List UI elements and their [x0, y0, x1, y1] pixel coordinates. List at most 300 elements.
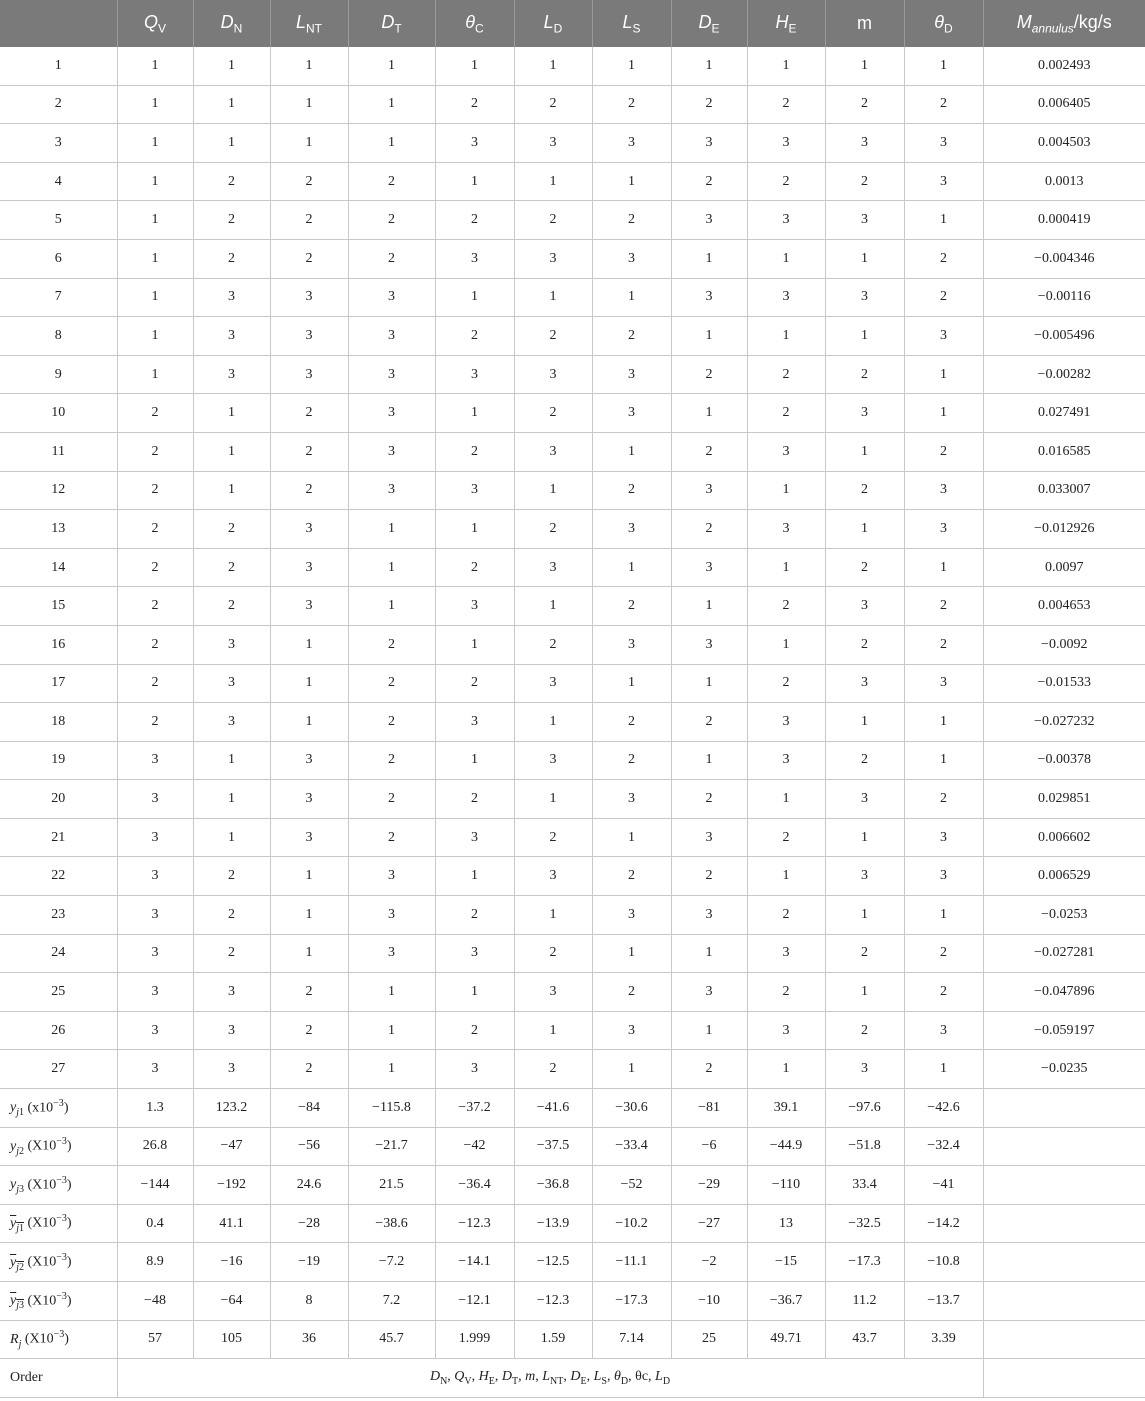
table-cell: 3: [747, 934, 825, 973]
table-cell: 0.027491: [983, 394, 1145, 433]
table-cell: 3: [592, 780, 671, 819]
table-cell: 1: [904, 703, 983, 742]
table-cell: 3: [671, 278, 747, 317]
row-number: 9: [0, 355, 117, 394]
stat-value: −192: [193, 1166, 270, 1205]
table-cell: 1: [671, 239, 747, 278]
table-cell: 3: [435, 124, 514, 163]
table-cell: 3: [671, 973, 747, 1012]
table-cell: 3: [193, 664, 270, 703]
table-cell: 2: [747, 162, 825, 201]
header-theta-d: $\theta_D$: [904, 0, 983, 47]
table-cell: 3: [904, 664, 983, 703]
stat-value: 123.2: [193, 1089, 270, 1128]
table-cell: 2: [825, 934, 904, 973]
table-cell: −0.027281: [983, 934, 1145, 973]
table-cell: 1: [904, 741, 983, 780]
table-cell: 3: [825, 201, 904, 240]
table-row: [0, 1050, 1145, 1089]
table-cell: 3: [348, 278, 435, 317]
table-cell: 1: [825, 317, 904, 356]
table-cell: 2: [671, 162, 747, 201]
stat-value: 25: [671, 1320, 747, 1359]
table-cell: 1: [747, 625, 825, 664]
table-cell: 0.006529: [983, 857, 1145, 896]
stat-value: −12.3: [514, 1282, 592, 1321]
table-row: [0, 625, 1145, 664]
table-cell: 3: [348, 394, 435, 433]
stat-value: −42: [435, 1127, 514, 1166]
table-cell: 2: [592, 857, 671, 896]
table-cell: 3: [435, 703, 514, 742]
table-cell: 2: [435, 664, 514, 703]
stat-value: −17.3: [825, 1243, 904, 1282]
table-cell: 2: [270, 471, 348, 510]
table-cell: 3: [117, 1011, 193, 1050]
table-cell: 3: [514, 664, 592, 703]
table-cell: 2: [435, 432, 514, 471]
stat-value: −12.3: [435, 1204, 514, 1243]
table-cell: 1: [348, 510, 435, 549]
table-cell: 3: [435, 239, 514, 278]
table-cell: 1: [270, 857, 348, 896]
stat-value: −81: [671, 1089, 747, 1128]
table-cell: 1: [747, 471, 825, 510]
header-blank: [0, 0, 117, 47]
table-cell: 2: [348, 625, 435, 664]
table-row: [0, 85, 1145, 124]
table-cell: 1: [747, 317, 825, 356]
table-cell: 2: [671, 432, 747, 471]
table-cell: 3: [270, 355, 348, 394]
header-theta-c: $\theta_C$: [435, 0, 514, 47]
empty-cell: [983, 1320, 1145, 1359]
table-cell: 0.006602: [983, 818, 1145, 857]
table-cell: 3: [514, 432, 592, 471]
table-cell: 0.002493: [983, 47, 1145, 85]
table-cell: 1: [514, 47, 592, 85]
stat-label: $y_{j2}$ $(X10^{-3})$: [0, 1243, 117, 1282]
table-cell: 2: [193, 587, 270, 626]
stat-value: −115.8: [348, 1089, 435, 1128]
table-cell: 3: [747, 201, 825, 240]
table-cell: 1: [117, 47, 193, 85]
table-cell: 2: [671, 85, 747, 124]
table-cell: 1: [514, 278, 592, 317]
stat-value: −6: [671, 1127, 747, 1166]
table-cell: 3: [270, 548, 348, 587]
row-number: 17: [0, 664, 117, 703]
table-cell: 2: [435, 896, 514, 935]
table-cell: 0.029851: [983, 780, 1145, 819]
table-cell: 2: [747, 85, 825, 124]
table-cell: 1: [193, 471, 270, 510]
table-row: [0, 780, 1145, 819]
table-cell: 1: [270, 124, 348, 163]
table-cell: 1: [514, 471, 592, 510]
table-cell: 2: [193, 934, 270, 973]
order-label: Order: [0, 1359, 117, 1398]
table-cell: 2: [435, 85, 514, 124]
table-cell: −0.01533: [983, 664, 1145, 703]
table-cell: 1: [435, 278, 514, 317]
stat-value: −32.4: [904, 1127, 983, 1166]
table-cell: 3: [435, 1050, 514, 1089]
empty-cell: [983, 1204, 1145, 1243]
row-number: 24: [0, 934, 117, 973]
table-cell: 3: [193, 973, 270, 1012]
table-cell: 1: [270, 85, 348, 124]
stat-value: −42.6: [904, 1089, 983, 1128]
table-cell: 2: [592, 741, 671, 780]
table-cell: 3: [825, 278, 904, 317]
stat-value: −17.3: [592, 1282, 671, 1321]
table-row: [0, 973, 1145, 1012]
stat-value: 24.6: [270, 1166, 348, 1205]
table-cell: 3: [825, 587, 904, 626]
table-cell: 2: [348, 664, 435, 703]
table-cell: 2: [117, 664, 193, 703]
table-cell: −0.00116: [983, 278, 1145, 317]
stat-value: 0.4: [117, 1204, 193, 1243]
table-cell: 2: [825, 471, 904, 510]
stat-row: [0, 1243, 1145, 1282]
table-cell: 2: [592, 471, 671, 510]
stat-value: −84: [270, 1089, 348, 1128]
table-cell: 2: [193, 896, 270, 935]
table-cell: 2: [671, 703, 747, 742]
table-cell: −0.059197: [983, 1011, 1145, 1050]
table-cell: 2: [747, 355, 825, 394]
table-row: [0, 201, 1145, 240]
table-cell: −0.0253: [983, 896, 1145, 935]
table-cell: 2: [270, 239, 348, 278]
header-dt: $D_T$: [348, 0, 435, 47]
table-row: [0, 857, 1145, 896]
table-cell: 2: [747, 587, 825, 626]
table-cell: 2: [825, 1011, 904, 1050]
table-cell: 2: [671, 1050, 747, 1089]
row-number: 27: [0, 1050, 117, 1089]
table-cell: 3: [117, 741, 193, 780]
table-cell: 3: [671, 896, 747, 935]
row-number: 23: [0, 896, 117, 935]
table-cell: 1: [435, 741, 514, 780]
table-cell: 3: [592, 896, 671, 935]
table-cell: 0.004653: [983, 587, 1145, 626]
table-row: [0, 1011, 1145, 1050]
stat-value: −51.8: [825, 1127, 904, 1166]
table-cell: 3: [435, 818, 514, 857]
table-cell: 1: [671, 741, 747, 780]
stat-label: $y_{j2}$ $(X10^{-3})$: [0, 1127, 117, 1166]
row-number: 19: [0, 741, 117, 780]
table-cell: −0.004346: [983, 239, 1145, 278]
table-cell: 2: [348, 703, 435, 742]
table-cell: 3: [270, 278, 348, 317]
table-cell: 1: [671, 664, 747, 703]
stat-value: −19: [270, 1243, 348, 1282]
table-cell: 2: [671, 857, 747, 896]
row-number: 10: [0, 394, 117, 433]
table-row: [0, 47, 1145, 85]
table-cell: −0.005496: [983, 317, 1145, 356]
table-row: [0, 162, 1145, 201]
table-cell: 2: [904, 432, 983, 471]
table-cell: 2: [671, 355, 747, 394]
table-cell: 1: [348, 587, 435, 626]
stat-value: −29: [671, 1166, 747, 1205]
table-cell: 1: [117, 85, 193, 124]
table-cell: 2: [825, 548, 904, 587]
table-cell: 3: [348, 471, 435, 510]
stat-value: 21.5: [348, 1166, 435, 1205]
table-cell: 2: [904, 239, 983, 278]
table-cell: 0.004503: [983, 124, 1145, 163]
table-cell: 1: [435, 857, 514, 896]
table-cell: 1: [825, 239, 904, 278]
stat-value: −14.1: [435, 1243, 514, 1282]
table-cell: 0.006405: [983, 85, 1145, 124]
table-cell: 3: [747, 124, 825, 163]
table-cell: 2: [904, 973, 983, 1012]
stat-value: −37.2: [435, 1089, 514, 1128]
table-row: [0, 471, 1145, 510]
table-cell: 3: [514, 548, 592, 587]
row-number: 25: [0, 973, 117, 1012]
table-cell: 1: [117, 355, 193, 394]
stat-value: 105: [193, 1320, 270, 1359]
table-cell: 2: [348, 201, 435, 240]
table-cell: 1: [270, 934, 348, 973]
table-cell: 0.016585: [983, 432, 1145, 471]
table-cell: 3: [193, 1011, 270, 1050]
table-cell: 2: [747, 818, 825, 857]
table-row: [0, 355, 1145, 394]
table-cell: 1: [825, 818, 904, 857]
stat-value: 36: [270, 1320, 348, 1359]
stat-value: −10.8: [904, 1243, 983, 1282]
table-row: [0, 394, 1145, 433]
table-cell: 3: [193, 1050, 270, 1089]
header-lnt: $L_{NT}$: [270, 0, 348, 47]
table-cell: 1: [435, 394, 514, 433]
table-cell: 0.000419: [983, 201, 1145, 240]
stat-value: 43.7: [825, 1320, 904, 1359]
table-cell: 1: [747, 857, 825, 896]
row-number: 1: [0, 47, 117, 85]
table-cell: 3: [592, 239, 671, 278]
table-row: [0, 124, 1145, 163]
table-cell: 3: [671, 471, 747, 510]
table-cell: 3: [904, 317, 983, 356]
table-cell: 1: [193, 818, 270, 857]
table-cell: 3: [747, 278, 825, 317]
table-cell: 2: [435, 548, 514, 587]
stat-label: $y_{j3}$ $(X10^{-3})$: [0, 1282, 117, 1321]
table-cell: 1: [193, 124, 270, 163]
table-cell: 2: [514, 394, 592, 433]
table-cell: 1: [747, 47, 825, 85]
table-row: [0, 664, 1145, 703]
table-cell: 2: [825, 625, 904, 664]
empty-cell: [983, 1359, 1145, 1398]
empty-cell: [983, 1166, 1145, 1205]
table-cell: 1: [825, 703, 904, 742]
table-cell: 3: [747, 432, 825, 471]
table-cell: 1: [671, 317, 747, 356]
table-cell: 1: [904, 355, 983, 394]
stat-value: 1.59: [514, 1320, 592, 1359]
table-cell: 3: [193, 355, 270, 394]
table-cell: 2: [904, 780, 983, 819]
table-cell: −0.00282: [983, 355, 1145, 394]
table-cell: 1: [592, 278, 671, 317]
table-cell: 1: [270, 625, 348, 664]
table-cell: −0.0235: [983, 1050, 1145, 1089]
stat-value: −41.6: [514, 1089, 592, 1128]
stat-value: −48: [117, 1282, 193, 1321]
stat-value: −38.6: [348, 1204, 435, 1243]
stat-row: [0, 1089, 1145, 1128]
stat-value: −10.2: [592, 1204, 671, 1243]
stat-value: −64: [193, 1282, 270, 1321]
table-cell: 3: [117, 780, 193, 819]
table-cell: 1: [435, 973, 514, 1012]
table-cell: 3: [825, 857, 904, 896]
table-cell: 2: [435, 1011, 514, 1050]
empty-cell: [983, 1282, 1145, 1321]
table-row: [0, 818, 1145, 857]
order-row: [0, 1359, 1145, 1398]
table-cell: 2: [193, 201, 270, 240]
table-cell: 1: [348, 548, 435, 587]
header-qv: $Q_V$: [117, 0, 193, 47]
table-cell: 2: [514, 934, 592, 973]
table-cell: 1: [825, 510, 904, 549]
table-cell: 1: [904, 201, 983, 240]
stat-value: −13.7: [904, 1282, 983, 1321]
stat-value: −7.2: [348, 1243, 435, 1282]
table-cell: 2: [825, 355, 904, 394]
table-cell: 1: [592, 664, 671, 703]
stat-value: −110: [747, 1166, 825, 1205]
table-cell: 2: [348, 239, 435, 278]
stat-value: −12.5: [514, 1243, 592, 1282]
table-cell: 1: [592, 548, 671, 587]
table-cell: 1: [592, 432, 671, 471]
table-cell: 3: [747, 1011, 825, 1050]
table-cell: 3: [904, 1011, 983, 1050]
table-cell: 1: [270, 47, 348, 85]
table-cell: 1: [193, 741, 270, 780]
table-cell: 3: [592, 625, 671, 664]
row-number: 22: [0, 857, 117, 896]
stat-value: −10: [671, 1282, 747, 1321]
table-cell: 2: [747, 664, 825, 703]
table-cell: 3: [117, 1050, 193, 1089]
table-cell: 3: [825, 780, 904, 819]
table-cell: 2: [117, 703, 193, 742]
stat-value: −97.6: [825, 1089, 904, 1128]
table-cell: 3: [592, 510, 671, 549]
table-row: [0, 703, 1145, 742]
stat-value: −36.4: [435, 1166, 514, 1205]
stat-value: 45.7: [348, 1320, 435, 1359]
table-cell: 3: [270, 317, 348, 356]
stat-value: −33.4: [592, 1127, 671, 1166]
table-cell: 1: [435, 510, 514, 549]
table-cell: 2: [825, 741, 904, 780]
table-cell: 1: [671, 1011, 747, 1050]
table-cell: 2: [904, 625, 983, 664]
row-number: 5: [0, 201, 117, 240]
table-cell: 1: [117, 239, 193, 278]
row-number: 7: [0, 278, 117, 317]
table-cell: 3: [435, 587, 514, 626]
table-cell: 1: [592, 162, 671, 201]
table-row: [0, 239, 1145, 278]
table-cell: 1: [348, 124, 435, 163]
table-cell: 1: [592, 934, 671, 973]
table-cell: 3: [348, 857, 435, 896]
table-cell: 1: [193, 85, 270, 124]
table-cell: 3: [514, 124, 592, 163]
table-cell: 1: [117, 278, 193, 317]
table-cell: 2: [117, 625, 193, 664]
order-value: $D_N$, $Q_V$, $H_E$, $D_T$, m, $L_{NT}$, $D_E$, $L_S$, $\theta_D$, θc, $L_D$: [117, 1359, 983, 1398]
table-cell: 1: [747, 780, 825, 819]
stat-value: −41: [904, 1166, 983, 1205]
table-cell: 1: [904, 394, 983, 433]
table-cell: 2: [270, 973, 348, 1012]
table-cell: 2: [193, 857, 270, 896]
table-cell: 1: [825, 896, 904, 935]
stat-value: 8.9: [117, 1243, 193, 1282]
table-cell: 2: [747, 896, 825, 935]
table-cell: 3: [348, 934, 435, 973]
header-m: m: [825, 0, 904, 47]
table-cell: 0.0097: [983, 548, 1145, 587]
row-number: 6: [0, 239, 117, 278]
row-number: 3: [0, 124, 117, 163]
table-cell: 1: [592, 818, 671, 857]
table-cell: 3: [348, 896, 435, 935]
table-cell: 2: [514, 510, 592, 549]
table-cell: 2: [117, 510, 193, 549]
table-cell: 1: [825, 432, 904, 471]
table-cell: 2: [117, 394, 193, 433]
table-cell: 1: [671, 394, 747, 433]
row-number: 8: [0, 317, 117, 356]
table-cell: 3: [348, 355, 435, 394]
stat-value: −30.6: [592, 1089, 671, 1128]
table-cell: 1: [671, 587, 747, 626]
table-cell: 3: [270, 587, 348, 626]
table-cell: 2: [904, 278, 983, 317]
table-cell: 3: [117, 896, 193, 935]
table-cell: 2: [117, 432, 193, 471]
table-cell: 1: [117, 162, 193, 201]
table-cell: 3: [514, 239, 592, 278]
table-cell: 2: [270, 1050, 348, 1089]
row-number: 16: [0, 625, 117, 664]
table-cell: 1: [193, 780, 270, 819]
table-cell: 1: [348, 85, 435, 124]
table-cell: −0.027232: [983, 703, 1145, 742]
row-number: 11: [0, 432, 117, 471]
row-number: 21: [0, 818, 117, 857]
